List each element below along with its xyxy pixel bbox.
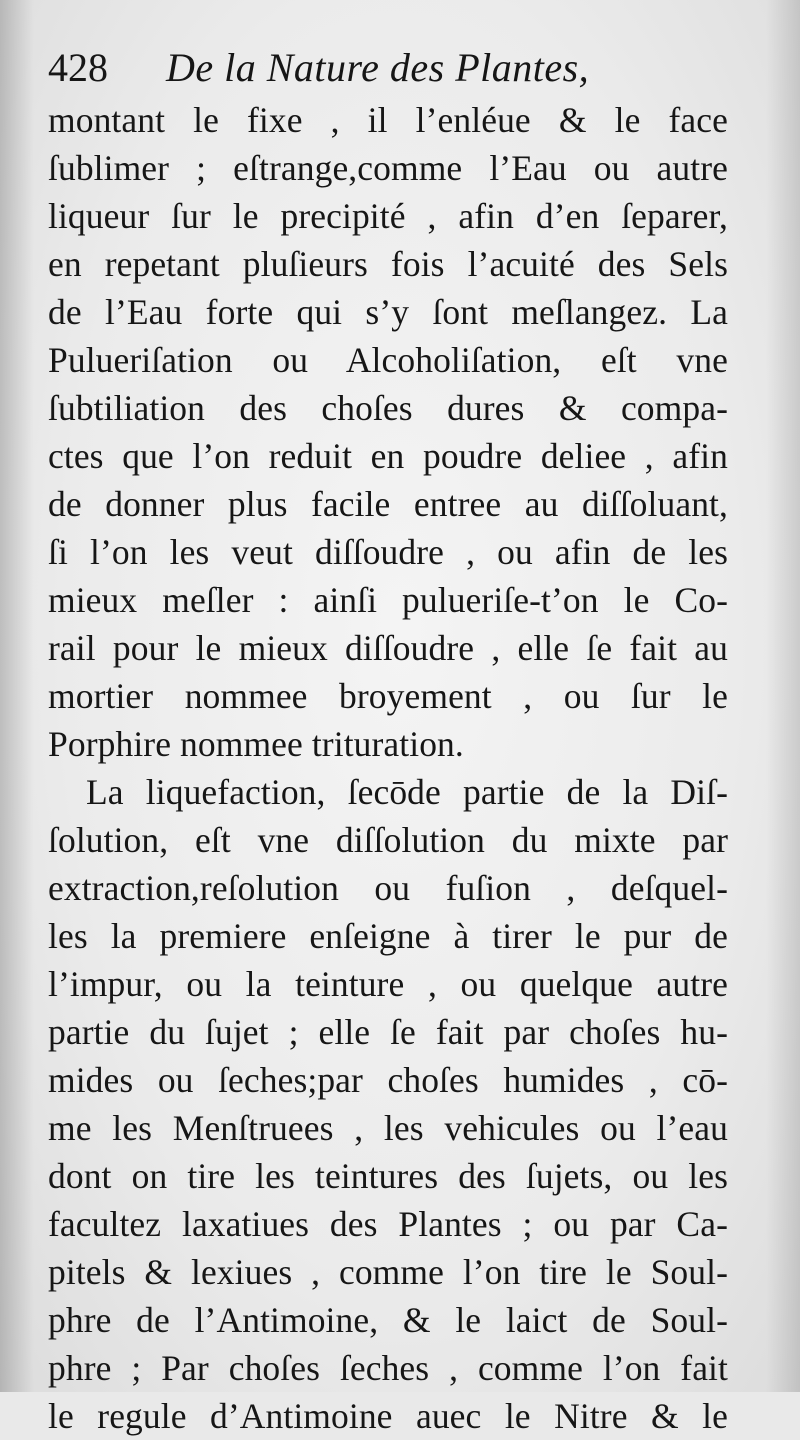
text-line: facultez laxatiues des Plantes ; ou par Ca- (48, 1204, 728, 1244)
text-line: ſubtiliation des choſes dures & compa- (48, 388, 728, 428)
text-line: dont on tire les teintures des ſujets, ou les (48, 1156, 728, 1196)
text-line: phre ; Par choſes ſeches , comme l’on fait (48, 1348, 728, 1388)
paragraph-first-line: La liquefaction, ſecōde partie de la Diſ- (86, 772, 728, 812)
text-line: Pulueriſation ou Alcoholiſation, eſt vne (48, 340, 728, 380)
text-line: de donner plus facile entree au diſſoluant, (48, 484, 728, 524)
text-line: de l’Eau forte qui s’y ſont meſlangez. La (48, 292, 728, 332)
running-title: De la Nature des Plantes, (166, 45, 590, 90)
page-number: 428 (48, 45, 108, 90)
text-line: ſi l’on les veut diſſoudre , ou afin de les (48, 532, 728, 572)
text-line: mortier nommee broyement , ou ſur le (48, 676, 728, 716)
text-line: ſublimer ; eſtrange,comme l’Eau ou autre (48, 148, 728, 188)
text-line: mides ou ſeches;par choſes humides , cō- (48, 1060, 728, 1100)
text-line: l’impur, ou la teinture , ou quelque autre (48, 964, 728, 1004)
page-edge-shadow (766, 0, 800, 1392)
text-line: les la premiere enſeigne à tirer le pur de (48, 916, 728, 956)
text-line: me les Menſtruees , les vehicules ou l’eau (48, 1108, 728, 1148)
text-line: ctes que l’on reduit en poudre deliee , afin (48, 436, 728, 476)
text-line: partie du ſujet ; elle ſe fait par choſes hu- (48, 1012, 728, 1052)
body-text (48, 96, 728, 1440)
text-line: phre de l’Antimoine, & le laict de Soul- (48, 1300, 728, 1340)
text-line: le regule d’Antimoine auec le Nitre & le (48, 1396, 728, 1436)
page-gutter-shadow (0, 0, 34, 1392)
text-line: en repetant pluſieurs fois l’acuité des Sels (48, 244, 728, 284)
text-line: liqueur ſur le precipité , afin d’en ſeparer, (48, 196, 728, 236)
text-line: rail pour le mieux diſſoudre , elle ſe fait au (48, 628, 728, 668)
text-line: pitels & lexiues , comme l’on tire le Soul- (48, 1252, 728, 1292)
paragraph-last-line: Porphire nommee trituration. (48, 724, 464, 764)
text-line: ſolution, eſt vne diſſolution du mixte par (48, 820, 728, 860)
text-line: mieux meſler : ainſi pulueriſe-t’on le Co- (48, 580, 728, 620)
text-line: extraction,reſolution ou fuſion , deſquel- (48, 868, 728, 908)
text-line: montant le fixe , il l’enléue & le face (48, 100, 728, 140)
page-header (48, 38, 768, 98)
